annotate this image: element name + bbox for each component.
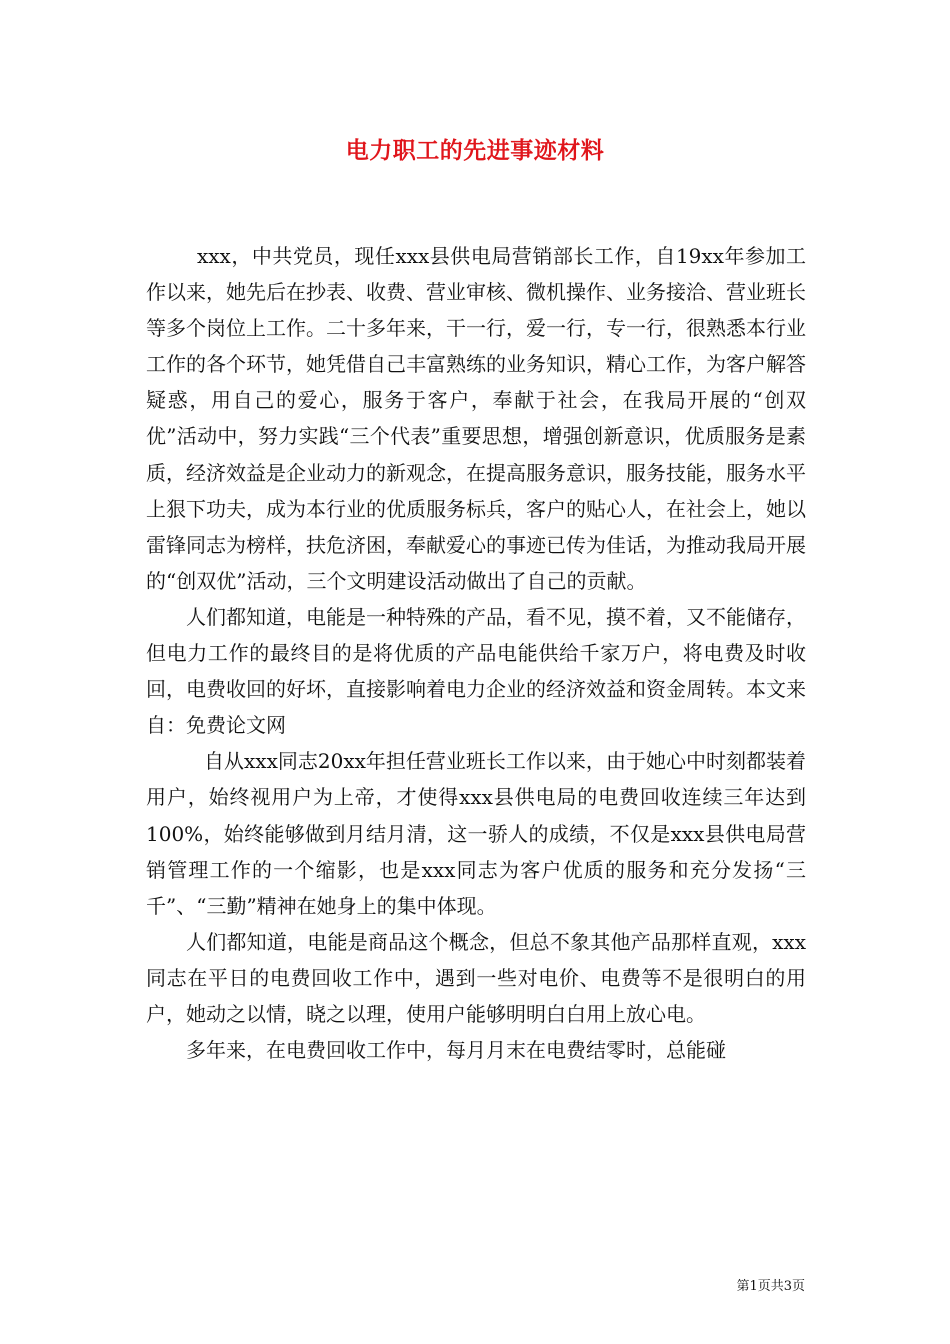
paragraph-4: 人们都知道，电能是商品这个概念，但总不象其他产品那样直观，xxx同志在平日的电费回收工作中，遇到一些对电价、电费等不是很明白的用户，她动之以情，晓之以理，使用户能够明明白白用上放心电。	[146, 929, 806, 1026]
document-title: 电力职工的先进事迹材料	[345, 137, 605, 164]
document-body	[146, 238, 806, 1068]
paragraph-1: xxx，中共党员，现任xxx县供电局营销部长工作，自19xx年参加工作以来，她先后在抄表、收费、营业审核、微机操作、业务接洽、营业班长等多个岗位上工作。二十多年来，干一行，爱一行，专一行，很熟悉本行业工作的各个环节，她凭借自己丰富熟练的业务知识，精心工作，为客户解答疑惑，用自己的爱心，服务于客户，奉献于社会，在我局开展的“创双优”活动中，努力实践“三个代表”重要思想，增强创新意识，优质服务是素质，经济效益是企业动力的新观念，在提高服务意识，服务技能，服务水平上狠下功夫，成为本行业的优质服务标兵，客户的贴心人，在社会上，她以雷锋同志为榜样，扶危济困，奉献爱心的事迹已传为佳话，为推动我局开展的“创双优”活动，三个文明建设活动做出了自己的贡献。	[146, 244, 806, 593]
page-number-footer: 第1页共3页	[736, 1279, 805, 1294]
paragraph-3: 自从xxx同志20xx年担任营业班长工作以来，由于她心中时刻都装着用户，始终视用户为上帝，才使得xxx县供电局的电费回收连续三年达到100%，始终能够做到月结月清，这一骄人的成绩，不仅是xxx县供电局营销管理工作的一个缩影，也是xxx同志为客户优质的服务和充分发扬“三千”、“三勤”精神在她身上的集中体现。	[146, 749, 806, 918]
paragraph-2: 人们都知道，电能是一种特殊的产品，看不见，摸不着，又不能储存，但电力工作的最终目的是将优质的产品电能供给千家万户，将电费及时收回，电费收回的好坏，直接影响着电力企业的经济效益和资金周转。本文来自：免费论文网	[146, 604, 806, 738]
paragraph-5: 多年来，在电费回收工作中，每月月末在电费结零时，总能碰	[186, 1038, 726, 1063]
